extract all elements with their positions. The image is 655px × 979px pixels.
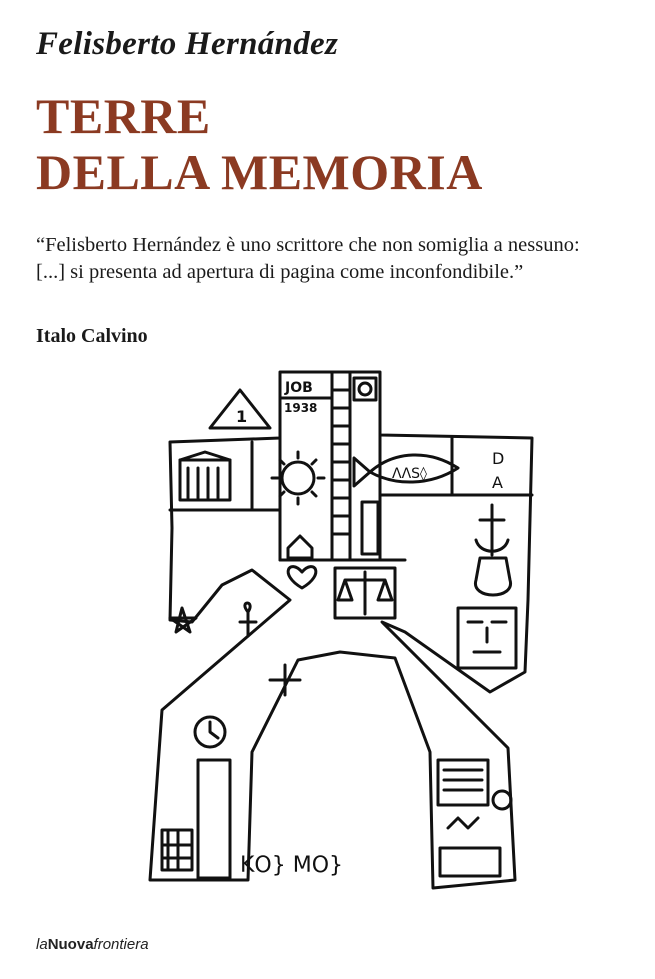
cover-illustration — [140, 360, 550, 905]
da-label-top: D — [492, 449, 505, 468]
book-title — [36, 88, 483, 200]
book-title-line-1: TERRE — [36, 88, 211, 144]
job-label: JOB — [285, 380, 313, 396]
author-name: Felisberto Hernández — [36, 26, 339, 62]
publisher-logo: laNuovafrontiera — [36, 936, 149, 953]
blurb-attribution: Italo Calvino — [36, 325, 148, 347]
blurb-quote: “Felisberto Hernández è uno scrittore che non somiglia a nessuno: [...] si presenta ad apertura di pagina come inconfondibile.” — [36, 234, 580, 283]
triangle-number: 1 — [236, 407, 248, 426]
year-label: 1938 — [284, 401, 318, 415]
fish-label: ΛΛS◊ — [392, 466, 427, 482]
foot-label: ΚΟ} ΜΟ} — [240, 853, 344, 878]
book-title-line-2: DELLA MEMORIA — [36, 144, 483, 200]
da-label-bottom: A — [492, 473, 503, 492]
